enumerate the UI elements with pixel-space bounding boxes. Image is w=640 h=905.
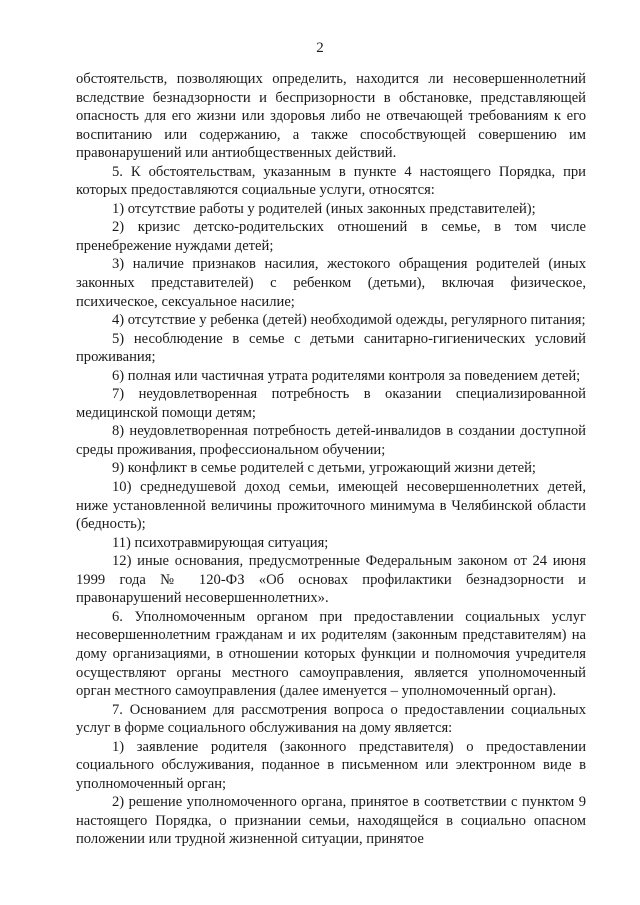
paragraph-item-7: 7. Основанием для рассмотрения вопроса о предоставлении социальных услуг в форме социального обслуживания на дому является:: [76, 701, 586, 737]
list-item-11: 11) психотравмирующая ситуация;: [112, 534, 329, 551]
document-body: [76, 70, 586, 849]
basis-item-2: 2) решение уполномоченного органа, принятое в соответствии с пунктом 9 настоящего Порядка, о признании семьи, находящейся в социально опасном положении или трудной жизненной ситуации, принятое: [76, 794, 586, 848]
basis-item-1: 1) заявление родителя (законного представителя) о предоставлении социального обслуживания, поданное в письменном или электронном виде в уполномоченный орган;: [76, 738, 586, 792]
list-item-12: 12) иные основания, предусмотренные Федеральным законом от 24 июня 1999 года № 120-ФЗ «Об основах профилактики безнадзорности и правонарушений несовершеннолетних».: [76, 553, 586, 607]
list-item-9: 9) конфликт в семье родителей с детьми, угрожающий жизни детей;: [112, 460, 536, 477]
list-item-8: 8) неудовлетворенная потребность детей-инвалидов в создании доступной среды проживания, профессиональном обучении;: [76, 423, 586, 458]
list-item-6: 6) полная или частичная утрата родителями контроля за поведением детей;: [112, 367, 581, 384]
list-item-2: 2) кризис детско-родительских отношений в семье, в том числе пренебрежение нуждами детей;: [76, 219, 586, 254]
list-item-10: 10) среднедушевой доход семьи, имеющей несовершеннолетних детей, ниже установленной величины прожиточного минимума в Челябинской области (бедность);: [76, 479, 586, 533]
list-item-4: 4) отсутствие у ребенка (детей) необходимой одежды, регулярного питания;: [112, 312, 586, 329]
paragraph-item-5: 5. К обстоятельствам, указанным в пункте 4 настоящего Порядка, при которых предоставляются социальные услуги, относятся:: [76, 163, 586, 199]
list-item-5: 5) несоблюдение в семье с детьми санитарно-гигиенических условий проживания;: [76, 330, 586, 366]
list-item-7: 7) неудовлетворенная потребность в оказании специализированной медицинской помощи детям;: [76, 386, 586, 421]
list-item-1: 1) отсутствие работы у родителей (иных законных представителей);: [112, 200, 536, 217]
page-number: 2: [316, 40, 324, 56]
paragraph-item-6: 6. Уполномоченным органом при предоставлении социальных услуг несовершеннолетним гражданам и их родителям (законным представителям) на дому организациями, в отношении которых функции и полномочия учредителя осуществляют органы местного самоуправления, является уполномоченный орган местного самоуправления (далее именуется – уполномоченный орган).: [76, 608, 586, 700]
list-item-3: 3) наличие признаков насилия, жестокого обращения родителей (иных законных представителей) с ребенком (детьми), включая физическое, психическое, сексуальное насилие;: [76, 256, 586, 310]
paragraph-continuation: обстоятельств, позволяющих определить, находится ли несовершеннолетний вследствие безнадзорности и беспризорности в обстановке, представляющей опасность для его жизни или здоровья либо не отвечающей требованиям к его воспитанию или содержанию, а также способствующей совершению им правонарушений или антиобщественных действий.: [76, 71, 586, 162]
